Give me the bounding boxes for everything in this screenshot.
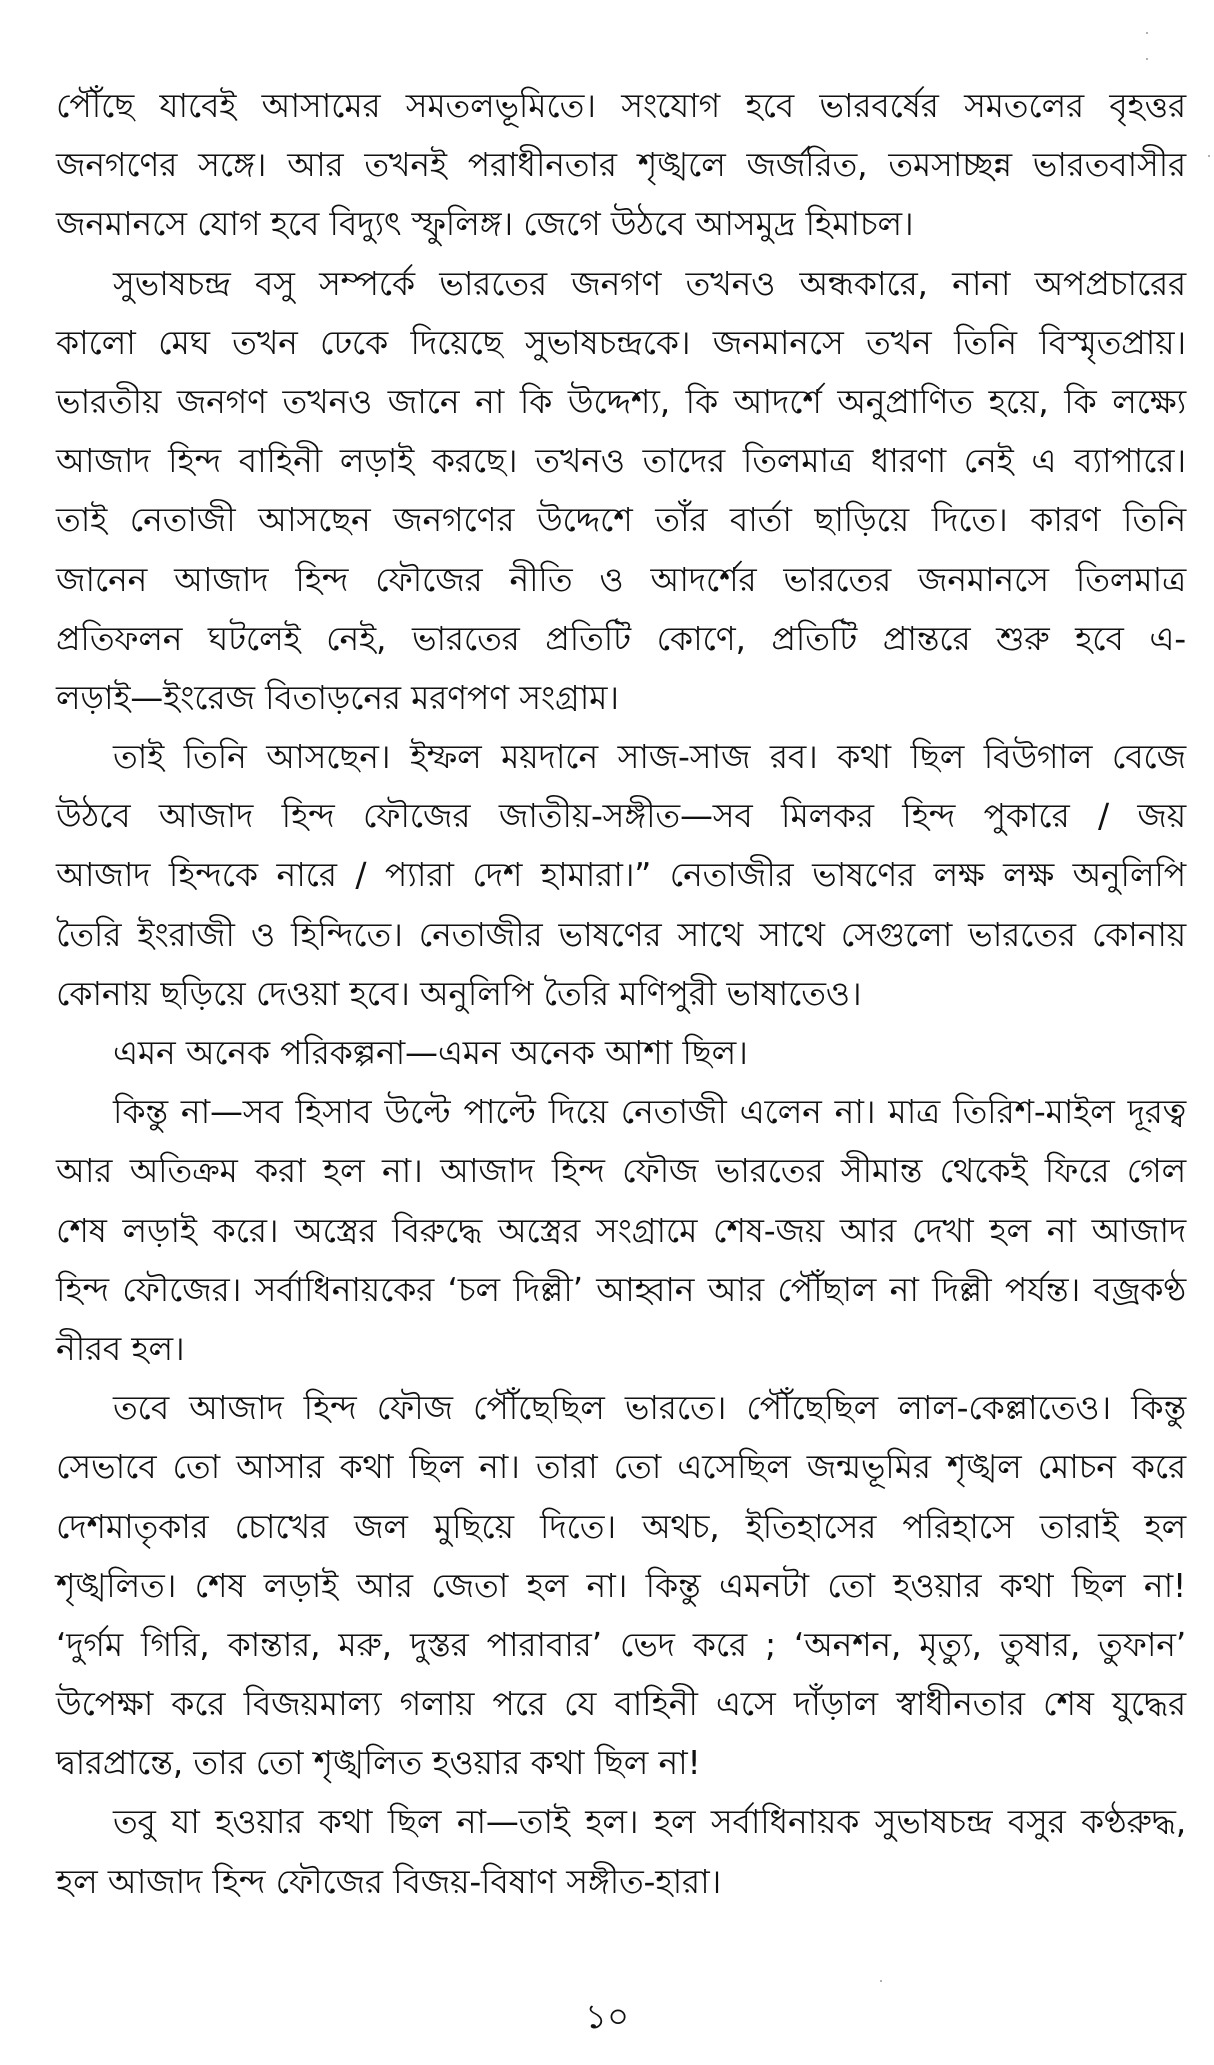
scan-speck — [1208, 155, 1210, 157]
text-line: কোনায় ছড়িয়ে দেওয়া হবে। অনুলিপি তৈরি মণিপুরী ভাষাতেও। — [56, 973, 862, 1013]
text-line: জানেন আজাদ হিন্দ ফৌজের নীতি ও আদর্শের ভারতের জনমানসে তিলমাত্র — [56, 559, 1186, 599]
scan-speck — [880, 1980, 882, 1982]
text-line: শেষ লড়াই করে। অস্ত্রের বিরুদ্ধে অস্ত্রের সংগ্রামে শেষ-জয় আর দেখা হল না আজাদ — [56, 1210, 1186, 1250]
text-line: হিন্দ ফৌজের। সর্বাধিনায়কের ‘চল দিল্লী’ আহ্বান আর পৌঁছাল না দিল্লী পর্যন্ত। বজ্রকণ্ঠ — [56, 1269, 1186, 1309]
text-line: তাই তিনি আসছেন। ইম্ফল ময়দানে সাজ-সাজ রব। কথা ছিল বিউগাল বেজে — [113, 737, 1186, 777]
text-line: তৈরি ইংরাজী ও হিন্দিতে। নেতাজীর ভাষণের সাথে সাথে সেগুলো ভারতের কোনায় — [56, 914, 1186, 954]
text-line: ‘দুর্গম গিরি, কান্তার, মরু, দুস্তর পারাবার’ ভেদ করে ; ‘অনশন, মৃত্যু, তুষার, তুফান’ — [56, 1624, 1186, 1664]
text-line: তবে আজাদ হিন্দ ফৌজ পৌঁছেছিল ভারতে। পৌঁছেছিল লাল-কেল্লাতেও। কিন্তু — [113, 1388, 1186, 1428]
text-line: দেশমাতৃকার চোখের জল মুছিয়ে দিতে। অথচ, ইতিহাসের পরিহাসে তারাই হল — [56, 1506, 1186, 1546]
text-line: কালো মেঘ তখন ঢেকে দিয়েছে সুভাষচন্দ্রকে। জনমানসে তখন তিনি বিস্মৃতপ্রায়। — [56, 322, 1186, 362]
text-line: জনগণের সঙ্গে। আর তখনই পরাধীনতার শৃঙ্খলে জর্জরিত, তমসাচ্ছন্ন ভারতবাসীর — [56, 145, 1186, 185]
text-line: প্রতিফলন ঘটলেই নেই, ভারতের প্রতিটি কোণে, প্রতিটি প্রান্তরে শুরু হবে এ- — [56, 618, 1186, 658]
scan-speck — [1146, 58, 1148, 60]
text-line: লড়াই—ইংরেজ বিতাড়নের মরণপণ সংগ্রাম। — [56, 677, 619, 717]
text-line: উপেক্ষা করে বিজয়মাল্য গলায় পরে যে বাহিনী এসে দাঁড়াল স্বাধীনতার শেষ যুদ্ধের — [56, 1684, 1186, 1724]
text-line: শৃঙ্খলিত। শেষ লড়াই আর জেতা হল না। কিন্তু এমনটা তো হওয়ার কথা ছিল না! — [56, 1565, 1186, 1605]
text-line: কিন্তু না—সব হিসাব উল্টে পাল্টে দিয়ে নেতাজী এলেন না। মাত্র তিরিশ-মাইল দূরত্ব — [113, 1092, 1186, 1132]
text-line: জনমানসে যোগ হবে বিদ্যুৎ স্ফুলিঙ্গ। জেগে উঠবে আসমুদ্র হিমাচল। — [56, 204, 914, 244]
text-line: উঠবে আজাদ হিন্দ ফৌজের জাতীয়-সঙ্গীত—সব মিলকর হিন্দ পুকারে / জয় — [56, 796, 1186, 836]
text-line: আজাদ হিন্দ বাহিনী লড়াই করছে। তখনও তাদের তিলমাত্র ধারণা নেই এ ব্যাপারে। — [56, 441, 1186, 481]
page-number: ১০ — [584, 1997, 630, 2037]
text-line: সেভাবে তো আসার কথা ছিল না। তারা তো এসেছিল জন্মভূমির শৃঙ্খল মোচন করে — [56, 1447, 1186, 1487]
scan-speck — [1146, 32, 1148, 34]
text-line: সুভাষচন্দ্র বসু সম্পর্কে ভারতের জনগণ তখনও অন্ধকারে, নানা অপপ্রচারের — [113, 263, 1186, 303]
text-line: তবু যা হওয়ার কথা ছিল না—তাই হল। হল সর্বাধিনায়ক সুভাষচন্দ্র বসুর কণ্ঠরুদ্ধ, — [113, 1802, 1186, 1842]
body-text — [56, 76, 1186, 1911]
text-line: হল আজাদ হিন্দ ফৌজের বিজয়-বিষাণ সঙ্গীত-হারা। — [56, 1861, 722, 1901]
text-line: তাই নেতাজী আসছেন জনগণের উদ্দেশে তাঁর বার্তা ছাড়িয়ে দিতে। কারণ তিনি — [56, 500, 1186, 540]
text-line: আজাদ হিন্দকে নারে / প্যারা দেশ হামারা।” নেতাজীর ভাষণের লক্ষ লক্ষ অনুলিপি — [56, 855, 1186, 895]
text-line: আর অতিক্রম করা হল না। আজাদ হিন্দ ফৌজ ভারতের সীমান্ত থেকেই ফিরে গেল — [56, 1151, 1186, 1191]
text-line: পৌঁছে যাবেই আসামের সমতলভূমিতে। সংযোগ হবে ভারবর্ষের সমতলের বৃহত্তর — [56, 86, 1186, 125]
text-line: নীরব হল। — [56, 1328, 185, 1368]
text-line: দ্বারপ্রান্তে, তার তো শৃঙ্খলিত হওয়ার কথা ছিল না! — [56, 1743, 701, 1783]
text-line: ভারতীয় জনগণ তখনও জানে না কি উদ্দেশ্য, কি আদর্শে অনুপ্রাণিত হয়ে, কি লক্ষ্যে — [56, 381, 1186, 421]
text-line: এমন অনেক পরিকল্পনা—এমন অনেক আশা ছিল। — [113, 1033, 748, 1072]
